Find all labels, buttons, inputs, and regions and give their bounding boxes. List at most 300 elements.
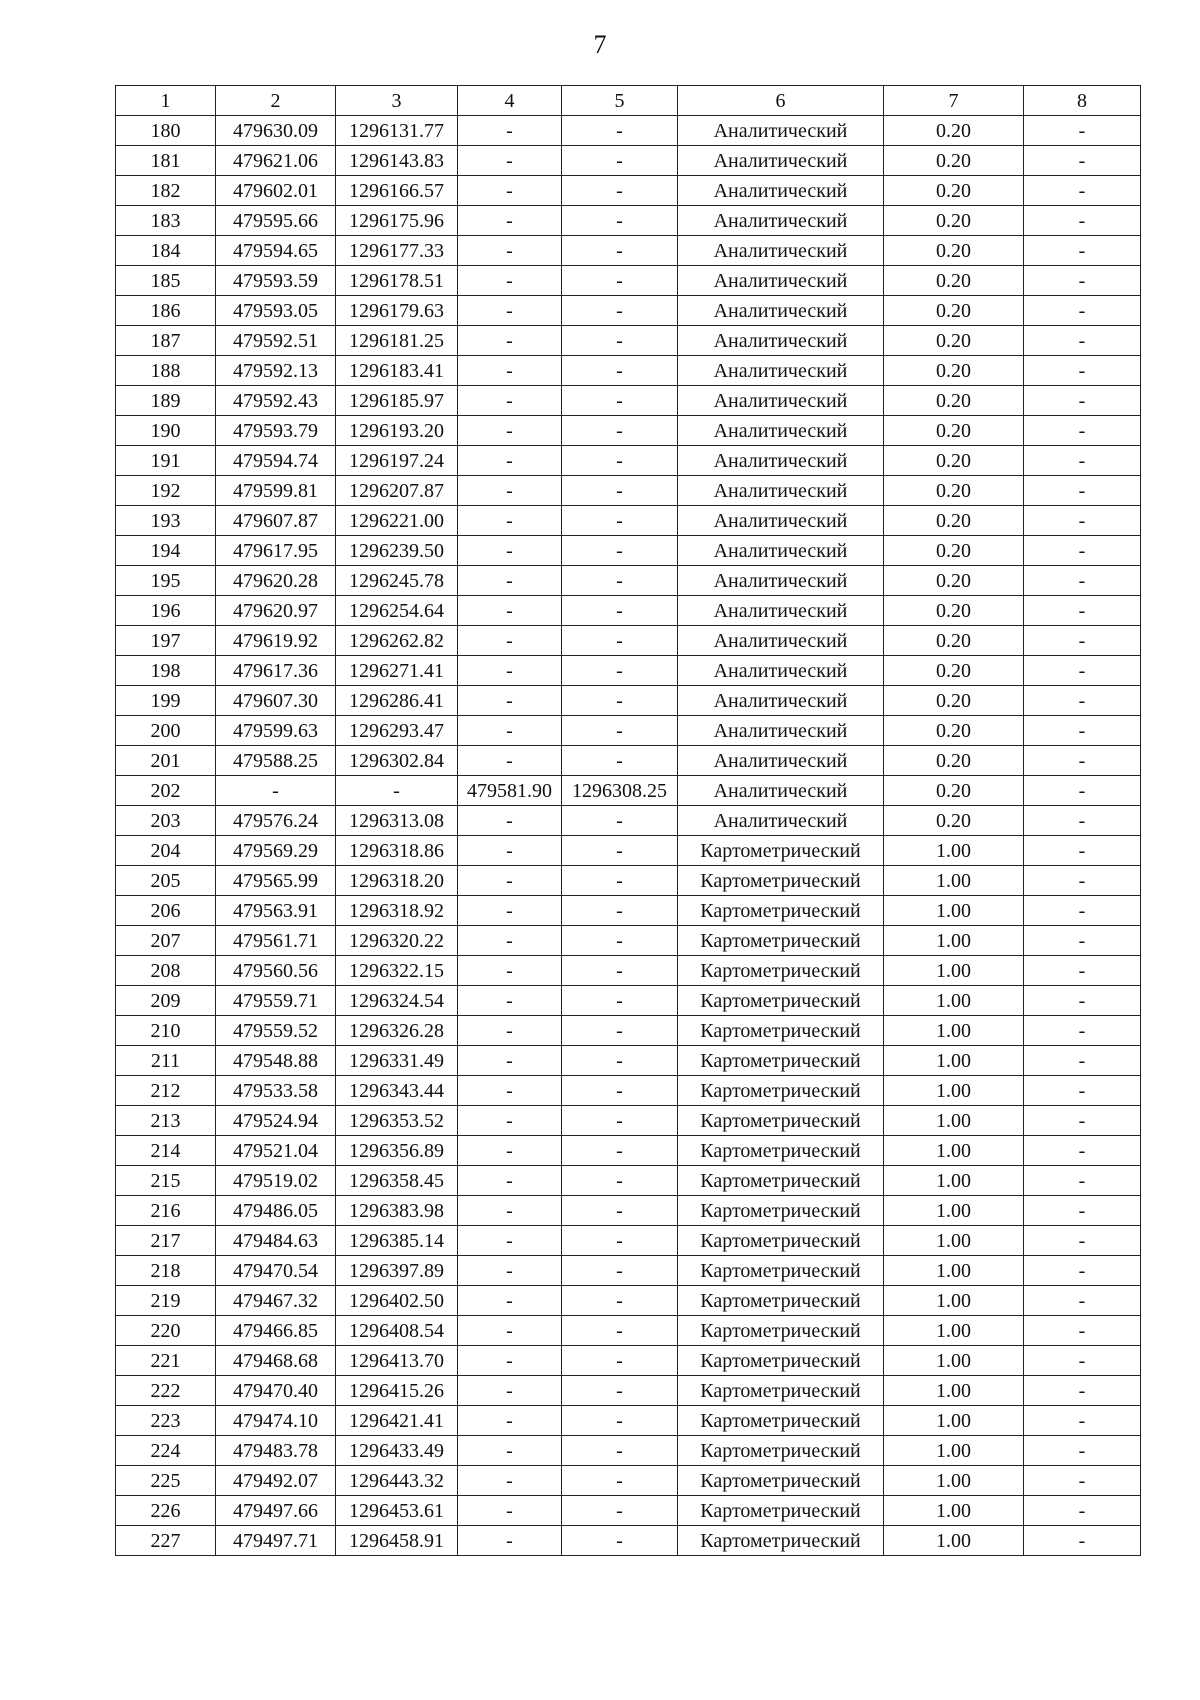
description-cell: - — [1024, 1496, 1141, 1526]
y-new-coordinate-cell: - — [562, 446, 678, 476]
y-coordinate-cell: 1296324.54 — [336, 986, 458, 1016]
method-cell: Картометрический — [678, 1256, 884, 1286]
accuracy-cell: 1.00 — [884, 1106, 1024, 1136]
point-number-cell: 185 — [116, 266, 216, 296]
accuracy-cell: 0.20 — [884, 626, 1024, 656]
method-cell: Картометрический — [678, 1226, 884, 1256]
description-cell: - — [1024, 746, 1141, 776]
y-coordinate-cell: 1296453.61 — [336, 1496, 458, 1526]
y-coordinate-cell: 1296313.08 — [336, 806, 458, 836]
description-cell: - — [1024, 1406, 1141, 1436]
table-row — [116, 566, 1141, 596]
description-cell: - — [1024, 1166, 1141, 1196]
table-row — [116, 686, 1141, 716]
y-coordinate-cell: 1296320.22 — [336, 926, 458, 956]
description-cell: - — [1024, 656, 1141, 686]
method-cell: Картометрический — [678, 1136, 884, 1166]
accuracy-cell: 1.00 — [884, 986, 1024, 1016]
table-row — [116, 266, 1141, 296]
description-cell: - — [1024, 1136, 1141, 1166]
table-row — [116, 1196, 1141, 1226]
description-cell: - — [1024, 296, 1141, 326]
x-coordinate-cell: 479519.02 — [216, 1166, 336, 1196]
description-cell: - — [1024, 1196, 1141, 1226]
point-number-cell: 206 — [116, 896, 216, 926]
accuracy-cell: 1.00 — [884, 1316, 1024, 1346]
y-coordinate-cell: 1296254.64 — [336, 596, 458, 626]
y-coordinate-cell: 1296385.14 — [336, 1226, 458, 1256]
accuracy-cell: 0.20 — [884, 746, 1024, 776]
table-row — [116, 926, 1141, 956]
column-header: 6 — [678, 86, 884, 116]
method-cell: Аналитический — [678, 146, 884, 176]
y-new-coordinate-cell: - — [562, 1496, 678, 1526]
y-coordinate-cell: 1296443.32 — [336, 1466, 458, 1496]
point-number-cell: 224 — [116, 1436, 216, 1466]
table-row — [116, 716, 1141, 746]
table-row — [116, 896, 1141, 926]
x-new-coordinate-cell: - — [458, 206, 562, 236]
method-cell: Аналитический — [678, 416, 884, 446]
description-cell: - — [1024, 626, 1141, 656]
point-number-cell: 207 — [116, 926, 216, 956]
point-number-cell: 205 — [116, 866, 216, 896]
x-new-coordinate-cell: - — [458, 716, 562, 746]
x-new-coordinate-cell: - — [458, 1076, 562, 1106]
accuracy-cell: 0.20 — [884, 146, 1024, 176]
method-cell: Аналитический — [678, 356, 884, 386]
y-new-coordinate-cell: - — [562, 926, 678, 956]
description-cell: - — [1024, 1316, 1141, 1346]
table-row — [116, 1016, 1141, 1046]
x-coordinate-cell: 479620.28 — [216, 566, 336, 596]
y-coordinate-cell: 1296178.51 — [336, 266, 458, 296]
method-cell: Аналитический — [678, 206, 884, 236]
y-coordinate-cell: 1296177.33 — [336, 236, 458, 266]
y-coordinate-cell: 1296271.41 — [336, 656, 458, 686]
description-cell: - — [1024, 1526, 1141, 1556]
description-cell: - — [1024, 1256, 1141, 1286]
point-number-cell: 219 — [116, 1286, 216, 1316]
table-row — [116, 1106, 1141, 1136]
x-new-coordinate-cell: - — [458, 146, 562, 176]
y-coordinate-cell: 1296353.52 — [336, 1106, 458, 1136]
method-cell: Картометрический — [678, 1106, 884, 1136]
x-new-coordinate-cell: - — [458, 266, 562, 296]
point-number-cell: 187 — [116, 326, 216, 356]
x-new-coordinate-cell: - — [458, 566, 562, 596]
accuracy-cell: 1.00 — [884, 1166, 1024, 1196]
x-coordinate-cell: 479588.25 — [216, 746, 336, 776]
table-row — [116, 1256, 1141, 1286]
y-coordinate-cell: 1296343.44 — [336, 1076, 458, 1106]
y-new-coordinate-cell: - — [562, 536, 678, 566]
y-coordinate-cell: 1296458.91 — [336, 1526, 458, 1556]
y-coordinate-cell: 1296143.83 — [336, 146, 458, 176]
column-header: 8 — [1024, 86, 1141, 116]
point-number-cell: 216 — [116, 1196, 216, 1226]
table-row — [116, 1346, 1141, 1376]
y-coordinate-cell: - — [336, 776, 458, 806]
point-number-cell: 218 — [116, 1256, 216, 1286]
y-coordinate-cell: 1296185.97 — [336, 386, 458, 416]
table-row — [116, 1406, 1141, 1436]
table-row — [116, 986, 1141, 1016]
accuracy-cell: 0.20 — [884, 326, 1024, 356]
x-coordinate-cell: 479619.92 — [216, 626, 336, 656]
column-header: 3 — [336, 86, 458, 116]
y-new-coordinate-cell: - — [562, 266, 678, 296]
x-new-coordinate-cell: - — [458, 446, 562, 476]
accuracy-cell: 1.00 — [884, 1226, 1024, 1256]
description-cell: - — [1024, 1286, 1141, 1316]
description-cell: - — [1024, 776, 1141, 806]
description-cell: - — [1024, 1346, 1141, 1376]
table-row — [116, 1436, 1141, 1466]
x-new-coordinate-cell: - — [458, 1226, 562, 1256]
accuracy-cell: 1.00 — [884, 1436, 1024, 1466]
x-new-coordinate-cell: - — [458, 1166, 562, 1196]
y-coordinate-cell: 1296408.54 — [336, 1316, 458, 1346]
description-cell: - — [1024, 146, 1141, 176]
method-cell: Картометрический — [678, 986, 884, 1016]
y-coordinate-cell: 1296302.84 — [336, 746, 458, 776]
point-number-cell: 220 — [116, 1316, 216, 1346]
x-new-coordinate-cell: - — [458, 686, 562, 716]
table-row — [116, 776, 1141, 806]
table-header-row — [116, 86, 1141, 116]
description-cell: - — [1024, 236, 1141, 266]
x-new-coordinate-cell: - — [458, 176, 562, 206]
y-coordinate-cell: 1296207.87 — [336, 476, 458, 506]
x-coordinate-cell: 479497.66 — [216, 1496, 336, 1526]
x-coordinate-cell: 479470.54 — [216, 1256, 336, 1286]
x-coordinate-cell: 479474.10 — [216, 1406, 336, 1436]
x-coordinate-cell: 479620.97 — [216, 596, 336, 626]
method-cell: Картометрический — [678, 1016, 884, 1046]
x-coordinate-cell: 479607.87 — [216, 506, 336, 536]
table-row — [116, 536, 1141, 566]
y-coordinate-cell: 1296318.92 — [336, 896, 458, 926]
x-coordinate-cell: 479533.58 — [216, 1076, 336, 1106]
method-cell: Аналитический — [678, 686, 884, 716]
y-new-coordinate-cell: - — [562, 1346, 678, 1376]
accuracy-cell: 0.20 — [884, 476, 1024, 506]
point-number-cell: 221 — [116, 1346, 216, 1376]
x-new-coordinate-cell: - — [458, 626, 562, 656]
point-number-cell: 208 — [116, 956, 216, 986]
x-new-coordinate-cell: - — [458, 1346, 562, 1376]
point-number-cell: 212 — [116, 1076, 216, 1106]
x-new-coordinate-cell: - — [458, 1016, 562, 1046]
y-new-coordinate-cell: - — [562, 1226, 678, 1256]
x-coordinate-cell: 479483.78 — [216, 1436, 336, 1466]
x-coordinate-cell: 479592.51 — [216, 326, 336, 356]
column-header: 2 — [216, 86, 336, 116]
accuracy-cell: 0.20 — [884, 296, 1024, 326]
table-row — [116, 176, 1141, 206]
x-coordinate-cell: 479593.05 — [216, 296, 336, 326]
method-cell: Картометрический — [678, 1466, 884, 1496]
x-new-coordinate-cell: - — [458, 116, 562, 146]
accuracy-cell: 0.20 — [884, 506, 1024, 536]
accuracy-cell: 0.20 — [884, 716, 1024, 746]
method-cell: Картометрический — [678, 1406, 884, 1436]
point-number-cell: 225 — [116, 1466, 216, 1496]
x-new-coordinate-cell: - — [458, 476, 562, 506]
y-coordinate-cell: 1296175.96 — [336, 206, 458, 236]
method-cell: Картометрический — [678, 1196, 884, 1226]
description-cell: - — [1024, 806, 1141, 836]
table-row — [116, 1136, 1141, 1166]
x-coordinate-cell: 479468.68 — [216, 1346, 336, 1376]
accuracy-cell: 0.20 — [884, 206, 1024, 236]
x-coordinate-cell: 479617.36 — [216, 656, 336, 686]
x-new-coordinate-cell: - — [458, 1436, 562, 1466]
coordinates-table-container — [115, 85, 1140, 1556]
column-header: 4 — [458, 86, 562, 116]
accuracy-cell: 1.00 — [884, 896, 1024, 926]
table-row — [116, 446, 1141, 476]
point-number-cell: 184 — [116, 236, 216, 266]
accuracy-cell: 0.20 — [884, 776, 1024, 806]
table-row — [116, 806, 1141, 836]
y-coordinate-cell: 1296318.86 — [336, 836, 458, 866]
point-number-cell: 202 — [116, 776, 216, 806]
description-cell: - — [1024, 1226, 1141, 1256]
table-row — [116, 116, 1141, 146]
point-number-cell: 181 — [116, 146, 216, 176]
point-number-cell: 188 — [116, 356, 216, 386]
accuracy-cell: 0.20 — [884, 806, 1024, 836]
y-new-coordinate-cell: - — [562, 566, 678, 596]
y-coordinate-cell: 1296179.63 — [336, 296, 458, 326]
x-new-coordinate-cell: - — [458, 1496, 562, 1526]
y-new-coordinate-cell: - — [562, 1076, 678, 1106]
table-row — [116, 146, 1141, 176]
y-coordinate-cell: 1296413.70 — [336, 1346, 458, 1376]
y-coordinate-cell: 1296318.20 — [336, 866, 458, 896]
description-cell: - — [1024, 1076, 1141, 1106]
y-new-coordinate-cell: - — [562, 416, 678, 446]
y-new-coordinate-cell: - — [562, 746, 678, 776]
method-cell: Картометрический — [678, 926, 884, 956]
x-new-coordinate-cell: - — [458, 1376, 562, 1406]
y-new-coordinate-cell: - — [562, 866, 678, 896]
y-new-coordinate-cell: - — [562, 146, 678, 176]
accuracy-cell: 0.20 — [884, 596, 1024, 626]
point-number-cell: 200 — [116, 716, 216, 746]
description-cell: - — [1024, 926, 1141, 956]
point-number-cell: 222 — [116, 1376, 216, 1406]
accuracy-cell: 1.00 — [884, 1346, 1024, 1376]
point-number-cell: 191 — [116, 446, 216, 476]
x-new-coordinate-cell: - — [458, 1106, 562, 1136]
coordinates-table — [115, 85, 1141, 1556]
description-cell: - — [1024, 1046, 1141, 1076]
accuracy-cell: 1.00 — [884, 1136, 1024, 1166]
accuracy-cell: 1.00 — [884, 1046, 1024, 1076]
accuracy-cell: 1.00 — [884, 1076, 1024, 1106]
y-coordinate-cell: 1296262.82 — [336, 626, 458, 656]
x-coordinate-cell: 479521.04 — [216, 1136, 336, 1166]
point-number-cell: 195 — [116, 566, 216, 596]
page-number: 7 — [593, 30, 607, 59]
method-cell: Аналитический — [678, 776, 884, 806]
y-new-coordinate-cell: - — [562, 1166, 678, 1196]
x-coordinate-cell: 479524.94 — [216, 1106, 336, 1136]
x-new-coordinate-cell: - — [458, 1196, 562, 1226]
method-cell: Аналитический — [678, 266, 884, 296]
table-body — [116, 116, 1141, 1556]
table-row — [116, 596, 1141, 626]
description-cell: - — [1024, 566, 1141, 596]
x-coordinate-cell: 479630.09 — [216, 116, 336, 146]
y-new-coordinate-cell: - — [562, 686, 678, 716]
description-cell: - — [1024, 596, 1141, 626]
accuracy-cell: 0.20 — [884, 236, 1024, 266]
table-row — [116, 626, 1141, 656]
y-coordinate-cell: 1296239.50 — [336, 536, 458, 566]
table-row — [116, 656, 1141, 686]
x-coordinate-cell: 479594.74 — [216, 446, 336, 476]
description-cell: - — [1024, 266, 1141, 296]
y-new-coordinate-cell: - — [562, 1316, 678, 1346]
method-cell: Аналитический — [678, 656, 884, 686]
accuracy-cell: 0.20 — [884, 266, 1024, 296]
method-cell: Картометрический — [678, 1316, 884, 1346]
x-new-coordinate-cell: - — [458, 596, 562, 626]
y-coordinate-cell: 1296358.45 — [336, 1166, 458, 1196]
point-number-cell: 204 — [116, 836, 216, 866]
point-number-cell: 196 — [116, 596, 216, 626]
y-coordinate-cell: 1296397.89 — [336, 1256, 458, 1286]
y-new-coordinate-cell: - — [562, 1256, 678, 1286]
column-header: 7 — [884, 86, 1024, 116]
table-row — [116, 1526, 1141, 1556]
description-cell: - — [1024, 446, 1141, 476]
x-coordinate-cell: 479560.56 — [216, 956, 336, 986]
table-row — [116, 326, 1141, 356]
y-new-coordinate-cell: - — [562, 1106, 678, 1136]
x-coordinate-cell: 479599.63 — [216, 716, 336, 746]
description-cell: - — [1024, 716, 1141, 746]
description-cell: - — [1024, 506, 1141, 536]
x-new-coordinate-cell: - — [458, 1466, 562, 1496]
x-coordinate-cell: 479617.95 — [216, 536, 336, 566]
y-coordinate-cell: 1296356.89 — [336, 1136, 458, 1166]
y-new-coordinate-cell: - — [562, 1016, 678, 1046]
x-new-coordinate-cell: - — [458, 656, 562, 686]
x-coordinate-cell: - — [216, 776, 336, 806]
method-cell: Аналитический — [678, 476, 884, 506]
y-new-coordinate-cell: - — [562, 806, 678, 836]
y-coordinate-cell: 1296193.20 — [336, 416, 458, 446]
y-coordinate-cell: 1296421.41 — [336, 1406, 458, 1436]
accuracy-cell: 1.00 — [884, 1406, 1024, 1436]
x-coordinate-cell: 479607.30 — [216, 686, 336, 716]
x-coordinate-cell: 479492.07 — [216, 1466, 336, 1496]
accuracy-cell: 0.20 — [884, 176, 1024, 206]
x-new-coordinate-cell: - — [458, 926, 562, 956]
y-coordinate-cell: 1296326.28 — [336, 1016, 458, 1046]
method-cell: Картометрический — [678, 1166, 884, 1196]
description-cell: - — [1024, 416, 1141, 446]
method-cell: Аналитический — [678, 806, 884, 836]
y-new-coordinate-cell: - — [562, 236, 678, 266]
y-new-coordinate-cell: - — [562, 1286, 678, 1316]
accuracy-cell: 0.20 — [884, 416, 1024, 446]
method-cell: Картометрический — [678, 1346, 884, 1376]
y-new-coordinate-cell: - — [562, 386, 678, 416]
accuracy-cell: 1.00 — [884, 1466, 1024, 1496]
accuracy-cell: 1.00 — [884, 1376, 1024, 1406]
y-coordinate-cell: 1296286.41 — [336, 686, 458, 716]
table-row — [116, 956, 1141, 986]
point-number-cell: 194 — [116, 536, 216, 566]
method-cell: Картометрический — [678, 1436, 884, 1466]
accuracy-cell: 1.00 — [884, 926, 1024, 956]
accuracy-cell: 1.00 — [884, 836, 1024, 866]
table-row — [116, 1466, 1141, 1496]
method-cell: Аналитический — [678, 386, 884, 416]
x-coordinate-cell: 479565.99 — [216, 866, 336, 896]
x-coordinate-cell: 479548.88 — [216, 1046, 336, 1076]
point-number-cell: 189 — [116, 386, 216, 416]
description-cell: - — [1024, 866, 1141, 896]
y-new-coordinate-cell: - — [562, 896, 678, 926]
method-cell: Аналитический — [678, 116, 884, 146]
x-new-coordinate-cell: - — [458, 416, 562, 446]
point-number-cell: 227 — [116, 1526, 216, 1556]
method-cell: Аналитический — [678, 746, 884, 776]
method-cell: Аналитический — [678, 296, 884, 326]
x-new-coordinate-cell: - — [458, 896, 562, 926]
table-row — [116, 236, 1141, 266]
table-row — [116, 1286, 1141, 1316]
x-new-coordinate-cell: - — [458, 806, 562, 836]
x-new-coordinate-cell: - — [458, 866, 562, 896]
point-number-cell: 183 — [116, 206, 216, 236]
table-row — [116, 1376, 1141, 1406]
accuracy-cell: 1.00 — [884, 1256, 1024, 1286]
description-cell: - — [1024, 206, 1141, 236]
method-cell: Картометрический — [678, 1286, 884, 1316]
accuracy-cell: 1.00 — [884, 956, 1024, 986]
method-cell: Картометрический — [678, 1526, 884, 1556]
y-new-coordinate-cell: - — [562, 296, 678, 326]
point-number-cell: 180 — [116, 116, 216, 146]
y-coordinate-cell: 1296183.41 — [336, 356, 458, 386]
y-new-coordinate-cell: - — [562, 206, 678, 236]
x-new-coordinate-cell: - — [458, 1406, 562, 1436]
table-row — [116, 506, 1141, 536]
description-cell: - — [1024, 1106, 1141, 1136]
method-cell: Картометрический — [678, 1076, 884, 1106]
point-number-cell: 182 — [116, 176, 216, 206]
method-cell: Картометрический — [678, 1496, 884, 1526]
y-new-coordinate-cell: - — [562, 1436, 678, 1466]
x-coordinate-cell: 479467.32 — [216, 1286, 336, 1316]
point-number-cell: 203 — [116, 806, 216, 836]
description-cell: - — [1024, 896, 1141, 926]
point-number-cell: 226 — [116, 1496, 216, 1526]
y-new-coordinate-cell: - — [562, 836, 678, 866]
table-row — [116, 1496, 1141, 1526]
table-row — [116, 746, 1141, 776]
table-row — [116, 1316, 1141, 1346]
table-row — [116, 356, 1141, 386]
